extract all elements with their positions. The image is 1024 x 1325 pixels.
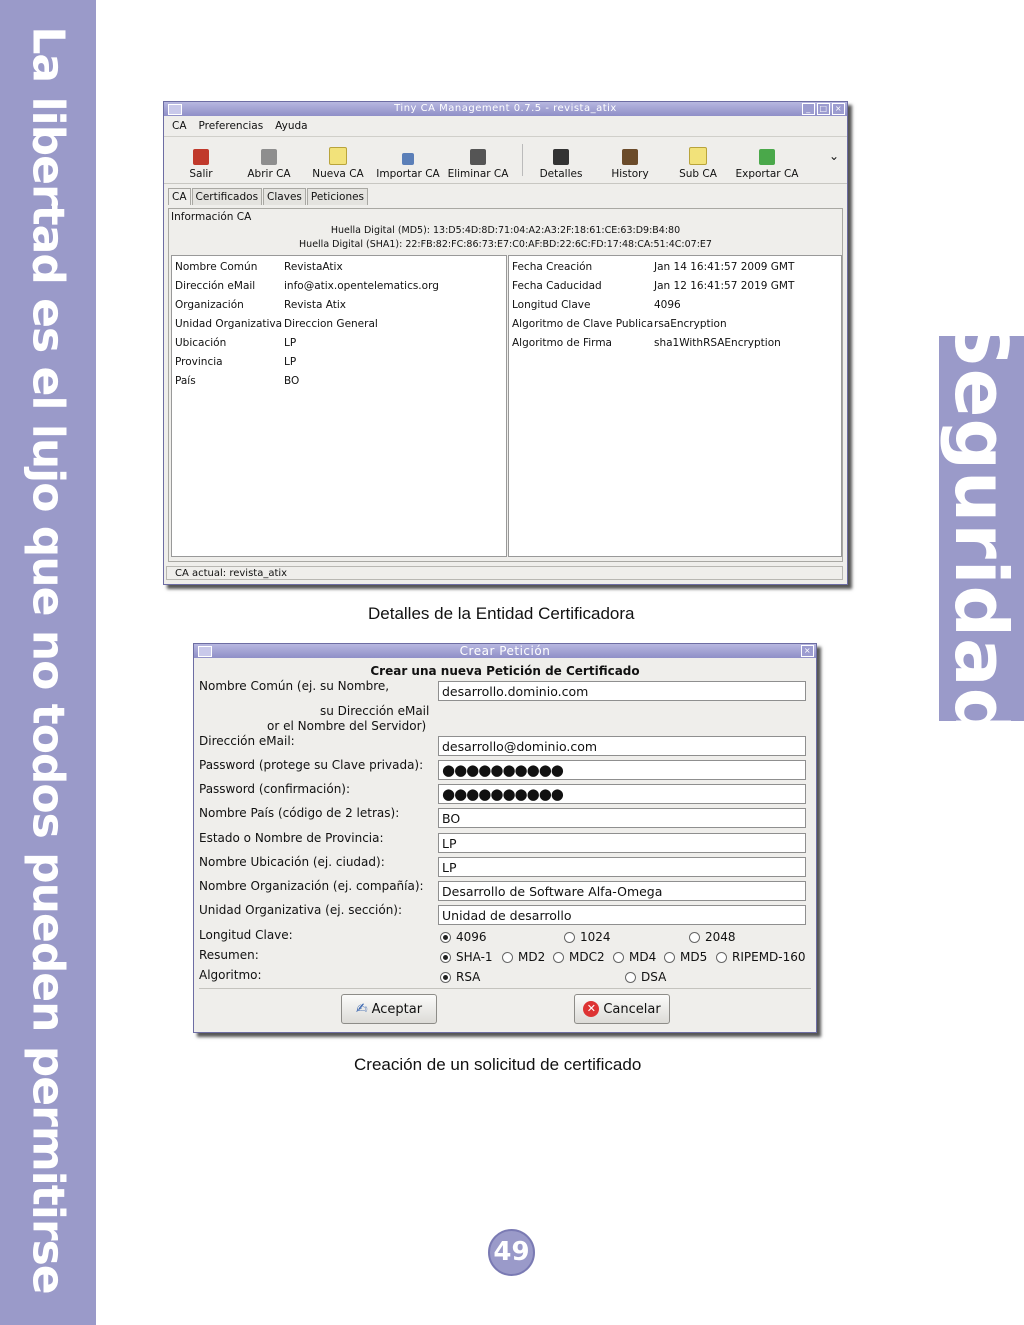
radio-dot bbox=[502, 952, 513, 963]
importar-ca-button[interactable]: Importar CA bbox=[376, 140, 440, 180]
label-key-length: Longitud Clave: bbox=[199, 928, 293, 942]
sha1-fingerprint: Huella Digital (SHA1): 22:FB:82:FC:86:73:E7:C0:AF:BD:22:6C:FD:17:48:CA:51:4C:07:E7 bbox=[299, 239, 712, 250]
toolbar bbox=[164, 137, 847, 184]
ca-info-group-label: Información CA bbox=[171, 211, 252, 223]
new-ca-icon bbox=[329, 147, 347, 165]
list-item: Fecha Caducidad bbox=[512, 280, 602, 292]
sub-ca-button[interactable]: Sub CA bbox=[667, 140, 729, 180]
list-item-value: Direccion General bbox=[284, 318, 378, 330]
radio-dot bbox=[440, 932, 451, 943]
location-field[interactable]: LP bbox=[438, 857, 806, 877]
dialog-separator bbox=[199, 988, 811, 989]
label-state: Estado o Nombre de Provincia: bbox=[199, 831, 384, 845]
status-text: CA actual: revista_atix bbox=[175, 568, 288, 579]
country-field[interactable]: BO bbox=[438, 808, 806, 828]
toolbar-separator bbox=[522, 144, 523, 176]
list-item-value: Jan 14 16:41:57 2009 GMT bbox=[654, 261, 795, 273]
md5-fingerprint: Huella Digital (MD5): 13:D5:4D:8D:71:04:A2:A3:2F:18:61:CE:63:D9:B4:80 bbox=[330, 225, 681, 236]
status-bar bbox=[166, 566, 843, 580]
radio-dot bbox=[440, 972, 451, 983]
radio-algo-dsa[interactable]: DSA bbox=[625, 970, 666, 984]
history-icon bbox=[622, 149, 638, 165]
label-email-hint2: or el Nombre del Servidor) bbox=[267, 719, 427, 733]
list-item: Algoritmo de Clave Publica bbox=[512, 318, 654, 330]
export-ca-icon bbox=[759, 149, 775, 165]
radio-key-2048[interactable]: 2048 bbox=[689, 930, 736, 944]
radio-dot bbox=[613, 952, 624, 963]
tab-peticiones[interactable]: Peticiones bbox=[307, 188, 368, 205]
list-item-value: Jan 12 16:41:57 2019 GMT bbox=[654, 280, 795, 292]
tab-bar bbox=[168, 188, 369, 205]
label-common-name: Nombre Común (ej. su Nombre, bbox=[199, 679, 390, 693]
request-dialog-heading: Crear una nueva Petición de Certificado bbox=[370, 664, 640, 678]
radio-dot bbox=[664, 952, 675, 963]
label-email-hint1: su Dirección eMail bbox=[320, 704, 430, 718]
maximize-icon[interactable]: □ bbox=[817, 103, 830, 115]
close-icon[interactable]: × bbox=[832, 103, 845, 115]
page-number: 49 bbox=[488, 1229, 535, 1276]
list-item: Provincia bbox=[175, 356, 223, 368]
sub-ca-icon bbox=[689, 147, 707, 165]
menubar bbox=[164, 116, 847, 137]
eliminar-ca-button[interactable]: Eliminar CA bbox=[440, 140, 516, 180]
email-field[interactable]: desarrollo@dominio.com bbox=[438, 736, 806, 756]
ca-window-titlebar[interactable] bbox=[164, 102, 847, 116]
toolbar-overflow-icon[interactable]: ⌄ bbox=[828, 149, 839, 163]
label-password-confirm: Password (confirmación): bbox=[199, 782, 351, 796]
radio-dot bbox=[689, 932, 700, 943]
abrir-ca-button[interactable]: Abrir CA bbox=[238, 140, 300, 180]
ca-info-panel bbox=[168, 208, 843, 562]
password-field[interactable]: ●●●●●●●●●● bbox=[438, 760, 806, 780]
cancel-icon: ✕ bbox=[583, 1001, 599, 1017]
details-icon bbox=[553, 149, 569, 165]
unit-field[interactable]: Unidad de desarrollo bbox=[438, 905, 806, 925]
request-dialog bbox=[193, 643, 817, 1033]
tab-certificados[interactable]: Certificados bbox=[192, 188, 263, 205]
radio-algo-rsa[interactable]: RSA bbox=[440, 970, 480, 984]
caption-request: Creación de un solicitud de certificado bbox=[354, 1055, 642, 1074]
tab-claves[interactable]: Claves bbox=[263, 188, 306, 205]
list-item: Algoritmo de Firma bbox=[512, 337, 612, 349]
menu-ca[interactable]: CA bbox=[172, 120, 187, 132]
ca-window bbox=[163, 101, 848, 585]
menu-ayuda[interactable]: Ayuda bbox=[275, 120, 308, 132]
radio-dot bbox=[625, 972, 636, 983]
list-item: Organización bbox=[175, 299, 244, 311]
key-info-list bbox=[508, 255, 842, 557]
minimize-icon[interactable]: _ bbox=[802, 103, 815, 115]
delete-ca-icon bbox=[470, 149, 486, 165]
radio-digest-ripemd160[interactable]: RIPEMD-160 bbox=[716, 950, 806, 964]
radio-digest-md5[interactable]: MD5 bbox=[664, 950, 707, 964]
list-item-value: LP bbox=[284, 337, 297, 349]
tab-ca[interactable]: CA bbox=[168, 188, 191, 205]
label-location: Nombre Ubicación (ej. ciudad): bbox=[199, 855, 385, 869]
organization-field[interactable]: Desarrollo de Software Alfa-Omega bbox=[438, 881, 806, 901]
label-algorithm: Algoritmo: bbox=[199, 968, 262, 982]
list-item: Unidad Organizativa bbox=[175, 318, 283, 330]
label-country: Nombre País (código de 2 letras): bbox=[199, 806, 400, 820]
cancel-button[interactable]: ✕ Cancelar bbox=[574, 994, 670, 1024]
list-item: País bbox=[175, 375, 196, 387]
list-item-value: LP bbox=[284, 356, 297, 368]
section-tab-label: Seguridad bbox=[939, 315, 1023, 741]
list-item: Longitud Clave bbox=[512, 299, 591, 311]
detalles-button[interactable]: Detalles bbox=[529, 140, 593, 180]
label-unit: Unidad Organizativa (ej. sección): bbox=[199, 903, 403, 917]
accept-button[interactable]: ✍ Aceptar bbox=[341, 994, 437, 1024]
list-item: Nombre Común bbox=[175, 261, 258, 273]
list-item-value: sha1WithRSAEncryption bbox=[654, 337, 781, 349]
open-ca-icon bbox=[261, 149, 277, 165]
radio-digest-md2[interactable]: MD2 bbox=[502, 950, 545, 964]
radio-key-1024[interactable]: 1024 bbox=[564, 930, 611, 944]
request-dialog-titlebar[interactable] bbox=[194, 644, 816, 658]
salir-button[interactable]: Salir bbox=[164, 140, 238, 180]
radio-dot bbox=[564, 932, 575, 943]
password-confirm-field[interactable]: ●●●●●●●●●● bbox=[438, 784, 806, 804]
label-password: Password (protege su Clave privada): bbox=[199, 758, 424, 772]
list-item-value: Revista Atix bbox=[284, 299, 347, 311]
radio-digest-sha1[interactable]: SHA-1 bbox=[440, 950, 493, 964]
history-button[interactable]: History bbox=[593, 140, 667, 180]
list-item-value: 4096 bbox=[654, 299, 681, 311]
sidebar-slogan: La libertad es el lujo que no todos pueden permitirse bbox=[22, 26, 74, 1294]
accept-icon: ✍ bbox=[355, 1001, 368, 1017]
close-icon[interactable]: × bbox=[801, 645, 814, 657]
radio-digest-mdc2[interactable]: MDC2 bbox=[553, 950, 605, 964]
list-item: Dirección eMail bbox=[175, 280, 256, 292]
radio-dot bbox=[716, 952, 727, 963]
common-name-field[interactable]: desarrollo.dominio.com bbox=[438, 681, 806, 701]
radio-digest-md4[interactable]: MD4 bbox=[613, 950, 656, 964]
list-item-value: rsaEncryption bbox=[654, 318, 727, 330]
radio-dot bbox=[553, 952, 564, 963]
caption-ca-details: Detalles de la Entidad Certificadora bbox=[368, 604, 635, 623]
menu-preferencias[interactable]: Preferencias bbox=[198, 120, 264, 132]
list-item: Ubicación bbox=[175, 337, 227, 349]
exportar-ca-button[interactable]: Exportar CA bbox=[729, 140, 805, 180]
nueva-ca-button[interactable]: Nueva CA bbox=[300, 140, 376, 180]
window-menu-icon[interactable] bbox=[198, 646, 212, 657]
label-email: Dirección eMail: bbox=[199, 734, 295, 748]
list-item: Fecha Creación bbox=[512, 261, 593, 273]
list-item-value: info@atix.opentelematics.org bbox=[284, 280, 439, 292]
request-dialog-title: Crear Petición bbox=[459, 644, 551, 658]
subject-info-list bbox=[171, 255, 507, 557]
radio-dot bbox=[440, 952, 451, 963]
state-field[interactable]: LP bbox=[438, 833, 806, 853]
left-sidebar-band bbox=[0, 0, 96, 1325]
list-item-value: RevistaAtix bbox=[284, 261, 343, 273]
import-ca-icon bbox=[402, 153, 414, 165]
label-organization: Nombre Organización (ej. compañía): bbox=[199, 879, 424, 893]
list-item-value: BO bbox=[284, 375, 300, 387]
exit-icon bbox=[193, 149, 209, 165]
window-menu-icon[interactable] bbox=[168, 104, 182, 115]
ca-window-title: Tiny CA Management 0.7.5 - revista_atix bbox=[394, 103, 617, 114]
radio-key-4096[interactable]: 4096 bbox=[440, 930, 487, 944]
label-digest: Resumen: bbox=[199, 948, 259, 962]
section-tab bbox=[939, 315, 1024, 741]
